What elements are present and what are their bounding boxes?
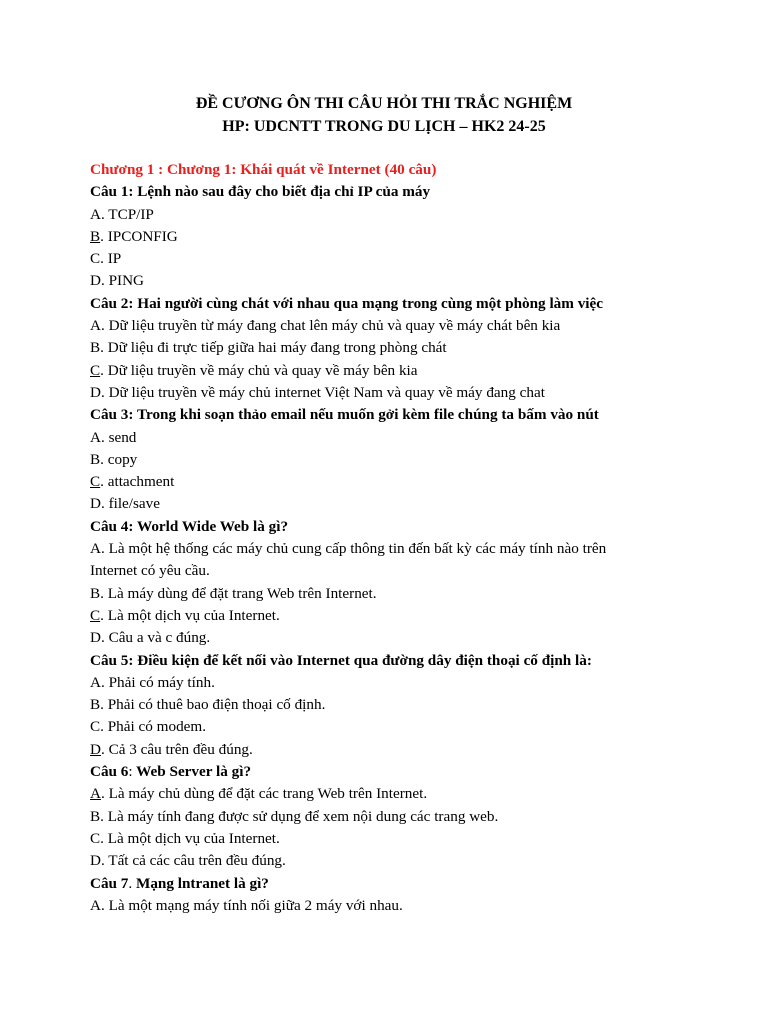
option-letter: B: [90, 584, 101, 602]
option-letter: A: [90, 540, 101, 558]
option-6d: [90, 850, 690, 872]
option-1a: [90, 204, 690, 226]
option-text: . Là máy tính đang được sử dụng để xem nội dung các trang web.: [100, 807, 499, 825]
option-6b: [90, 806, 690, 828]
option-3b: [90, 449, 690, 471]
option-text: . Câu a và c đúng.: [100, 629, 211, 647]
question-label: Câu 3:: [90, 406, 134, 424]
option-4a-continuation: Internet có yêu cầu.: [90, 562, 210, 580]
option-2a: [90, 315, 690, 337]
option-text: . Là máy dùng để đặt trang Web trên Internet.: [100, 584, 377, 602]
option-text: . Là máy chủ dùng để đặt các trang Web trên Internet.: [100, 785, 428, 803]
question-text: Lệnh nào sau đây cho biết địa chỉ IP của máy: [133, 183, 431, 201]
option-6a: [90, 783, 690, 805]
question-text: Mạng lntranet là gì?: [132, 874, 269, 892]
document-subtitle: HP: UDCNTT TRONG DU LỊCH – HK2 24-25: [222, 118, 546, 135]
option-letter: B: [90, 450, 101, 468]
answer-letter: C: [90, 473, 101, 491]
option-letter: B: [90, 807, 101, 825]
option-2c: [90, 360, 690, 382]
option-letter: C: [90, 829, 101, 847]
option-3d: [90, 493, 690, 515]
option-letter: D: [90, 629, 101, 647]
option-1d: [90, 270, 690, 292]
question-label: Câu 4:: [90, 517, 134, 535]
document-body: [90, 159, 690, 917]
option-text: . Dữ liệu truyền về máy chủ và quay về máy bên kia: [100, 361, 418, 379]
question-7: [90, 873, 690, 895]
question-separator: :: [128, 763, 133, 781]
option-4c: [90, 605, 690, 627]
option-text: . Cả 3 câu trên đều đúng.: [100, 740, 253, 758]
option-1c: [90, 248, 690, 270]
answer-letter: C: [90, 361, 101, 379]
option-text: . IPCONFIG: [100, 227, 178, 245]
question-text: Web Server là gì?: [132, 763, 252, 781]
option-2d: [90, 382, 690, 404]
option-text: . Dữ liệu truyền từ máy đang chat lên máy chủ và quay về máy chát bên kia: [100, 317, 561, 335]
option-letter: B: [90, 696, 101, 714]
option-letter: D: [90, 495, 101, 513]
question-2: [90, 293, 690, 315]
option-letter: A: [90, 673, 101, 691]
question-label: Câu 6: [90, 763, 129, 781]
option-5a: [90, 672, 690, 694]
option-1b: [90, 226, 690, 248]
option-text: . Dữ liệu đi trực tiếp giữa hai máy đang trong phòng chát: [100, 339, 447, 357]
option-letter: A: [90, 896, 101, 914]
option-4b: [90, 583, 690, 605]
option-letter: D: [90, 272, 101, 290]
option-7a: [90, 895, 690, 917]
option-text: . PING: [100, 272, 145, 290]
option-5c: [90, 716, 690, 738]
question-6: [90, 761, 690, 783]
question-label: Câu 5:: [90, 651, 134, 669]
option-text: . Là một hệ thống các máy chủ cung cấp thông tin đến bất kỳ các máy tính nào trên: [100, 540, 607, 558]
option-text: . Là một mạng máy tính nối giữa 2 máy với nhau.: [100, 896, 403, 914]
option-text: . copy: [100, 450, 138, 468]
question-label: Câu 1:: [90, 183, 134, 201]
question-text: World Wide Web là gì?: [133, 517, 289, 535]
option-4a: [90, 538, 690, 560]
question-3: [90, 404, 690, 426]
option-text: . IP: [100, 250, 122, 268]
option-letter: A: [90, 317, 101, 335]
chapter-heading: Chương 1 : Chương 1: Khái quát về Internet (40 câu): [90, 161, 437, 178]
question-label: Câu 7: [90, 874, 129, 892]
option-letter: A: [90, 428, 101, 446]
question-text: Hai người cùng chát với nhau qua mạng trong cùng một phòng làm việc: [133, 294, 604, 312]
option-letter: C: [90, 250, 101, 268]
option-text: . Phải có modem.: [100, 718, 207, 736]
option-text: . Là một dịch vụ của Internet.: [100, 606, 280, 624]
option-text: . Phải có máy tính.: [100, 673, 215, 691]
answer-letter: D: [90, 740, 101, 758]
option-text: . Tất cả các câu trên đều đúng.: [100, 852, 286, 870]
question-4: [90, 516, 690, 538]
option-letter: D: [90, 852, 101, 870]
option-text: . send: [100, 428, 137, 446]
option-letter: B: [90, 339, 101, 357]
option-letter: C: [90, 718, 101, 736]
option-letter: A: [90, 205, 101, 223]
option-5d: [90, 739, 690, 761]
question-text: Trong khi soạn thảo email nếu muốn gởi kèm file chúng ta bấm vào nút: [133, 406, 599, 424]
document-title: ĐỀ CƯƠNG ÔN THI CÂU HỎI THI TRẮC NGHIỆM: [195, 95, 573, 112]
answer-letter: B: [90, 227, 101, 245]
question-1: [90, 181, 690, 203]
option-text: . Là một dịch vụ của Internet.: [100, 829, 280, 847]
question-5: [90, 650, 690, 672]
question-label: Câu 2:: [90, 294, 134, 312]
option-3a: [90, 427, 690, 449]
option-letter: D: [90, 383, 101, 401]
option-3c: [90, 471, 690, 493]
option-text: . TCP/IP: [100, 205, 154, 223]
option-5b: [90, 694, 690, 716]
option-text: . attachment: [100, 473, 175, 491]
option-6c: [90, 828, 690, 850]
option-2b: [90, 337, 690, 359]
question-separator: .: [128, 874, 133, 892]
option-text: . Phải có thuê bao điện thoại cố định.: [100, 696, 326, 714]
option-4d: [90, 627, 690, 649]
option-text: . file/save: [100, 495, 161, 513]
option-text: . Dữ liệu truyền về máy chủ internet Việt Nam và quay về máy đang chat: [100, 383, 545, 401]
question-text: Điều kiện để kết nối vào Internet qua đường dây điện thoại cố định là:: [133, 651, 592, 669]
answer-letter: A: [90, 785, 101, 803]
answer-letter: C: [90, 606, 101, 624]
